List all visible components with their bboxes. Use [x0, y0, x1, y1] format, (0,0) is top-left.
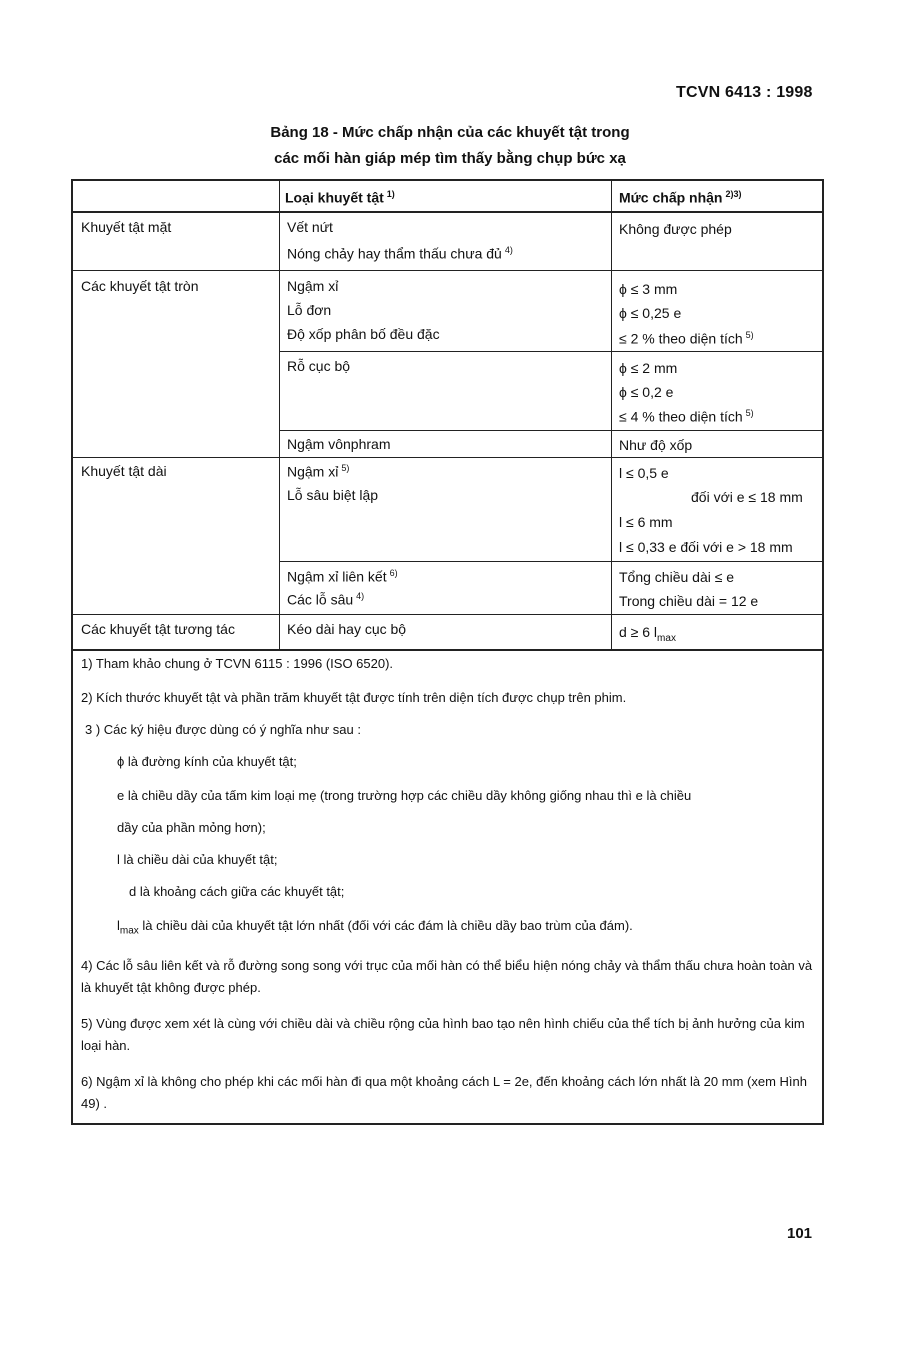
table-title-line-1: Bảng 18 - Mức chấp nhận của các khuyết tật trong — [270, 124, 630, 141]
type-deep-holes-note: 4) — [356, 591, 365, 601]
type-uniform-porosity: Độ xốp phân bố đều đặc — [287, 326, 440, 342]
type-single-pore: Lỗ đơn — [287, 302, 332, 318]
table-title-line-2: các mối hàn giáp mép tìm thấy bằng chụp bức xạ — [274, 150, 626, 167]
group-surface: Khuyết tật mặt — [81, 219, 172, 235]
level-d-6lmax — [619, 624, 676, 644]
level-pct4-note: 5) — [745, 408, 754, 418]
note-6: 6) Ngậm xỉ là không cho phép khi các mối hàn đi qua một khoảng cách L = 2e, đến khoảng cách lớn nhất là 20 mm (xem Hình 49) . — [81, 1074, 807, 1111]
note-3-lmax-symbol: l — [117, 918, 120, 933]
column-divider — [611, 181, 612, 649]
type-deep-holes-label: Các lỗ sâu — [287, 591, 354, 608]
note-3-d: d là khoảng cách giữa các khuyết tật; — [129, 884, 345, 899]
note-1: 1) Tham khảo chung ở TCVN 6115 : 1996 (ISO 6520). — [81, 656, 394, 671]
type-linked-slag-label: Ngậm xỉ liên kết — [287, 568, 387, 585]
note-3-lmax — [117, 915, 817, 943]
row-divider — [73, 270, 822, 271]
level-phi-025e: ϕ ≤ 0,25 e — [619, 305, 682, 321]
type-local-porosity: Rỗ cục bộ — [287, 358, 351, 374]
type-slag-long-note: 5) — [341, 463, 350, 473]
row-divider — [279, 430, 822, 431]
group-round: Các khuyết tật tròn — [81, 278, 199, 294]
page-number: 101 — [787, 1225, 813, 1242]
type-slag: Ngậm xỉ — [287, 278, 339, 294]
level-like-porosity: Như độ xốp — [619, 437, 693, 453]
type-crack: Vết nứt — [287, 219, 333, 235]
level-d-6lmax-label: d ≥ 6 l — [619, 624, 658, 640]
type-linked-slag — [287, 568, 398, 585]
column-divider — [279, 181, 280, 649]
header-acceptance-note: 2)3) — [725, 189, 742, 199]
type-linked-slag-note: 6) — [389, 568, 398, 578]
header-defect-type-note: 1) — [386, 189, 395, 199]
note-3-l: l là chiều dài của khuyết tật; — [117, 852, 278, 867]
note-2: 2) Kích thước khuyết tật và phần trăm khuyết tật được tính trên diện tích được chụp trên phim. — [81, 690, 627, 705]
level-pct4-label: ≤ 4 % theo diện tích — [619, 408, 743, 425]
level-pct2-label: ≤ 2 % theo diện tích — [619, 330, 743, 347]
type-tungsten: Ngậm vônphram — [287, 436, 391, 452]
level-phi-3mm: ϕ ≤ 3 mm — [619, 281, 678, 297]
note-3: 3 ) Các ký hiệu được dùng có ý nghĩa như sau : — [85, 722, 361, 737]
header-defect-type-label: Loại khuyết tật — [285, 189, 384, 206]
group-long: Khuyết tật dài — [81, 463, 167, 479]
note-3-lmax-text: là chiều dài của khuyết tật lớn nhất (đối với các đám là chiều dầy bao trùm của đám). — [138, 918, 633, 933]
note-3-e-cont: dầy của phần mỏng hơn); — [117, 820, 266, 835]
type-slag-long-label: Ngậm xỉ — [287, 463, 339, 480]
type-deep-holes — [287, 591, 364, 608]
row-divider — [73, 614, 822, 615]
level-l-6mm: l ≤ 6 mm — [619, 514, 673, 530]
type-slag-long — [287, 463, 349, 480]
note-3-e: e là chiều dầy của tấm kim loại mẹ (trong trường hợp các chiều dầy không giống nhau thì e là chiều — [117, 788, 692, 803]
note-5: 5) Vùng được xem xét là cùng với chiều dài và chiều rộng của hình bao tạo nên hình chiếu của thể tích bị ảnh hưởng của kim loại hàn. — [81, 1016, 805, 1053]
notes-divider — [73, 649, 822, 651]
level-for-e-18: đối với e ≤ 18 mm — [691, 489, 803, 505]
type-lack-fusion-note: 4) — [504, 245, 513, 255]
level-pct4 — [619, 408, 754, 425]
header-defect-type — [285, 189, 395, 206]
level-not-allowed: Không được phép — [619, 221, 732, 237]
row-divider — [279, 561, 822, 562]
type-lack-fusion — [287, 245, 513, 262]
level-d-6lmax-subscript: max — [657, 632, 676, 644]
header-divider — [73, 211, 822, 213]
level-phi-2mm: ϕ ≤ 2 mm — [619, 360, 678, 376]
level-total-length: Tổng chiều dài ≤ e — [619, 569, 735, 585]
note-4: 4) Các lỗ sâu liên kết và rỗ đường song song với trục của mối hàn có thể biểu hiện nóng chảy và thẩm thấu chưa hoàn toàn và là khuyết tật không được phép. — [81, 958, 813, 995]
level-l-05e: l ≤ 0,5 e — [619, 465, 669, 481]
group-interacting: Các khuyết tật tương tác — [81, 621, 235, 637]
level-phi-02e: ϕ ≤ 0,2 e — [619, 384, 674, 400]
header-acceptance — [619, 189, 742, 206]
table-title — [200, 120, 700, 172]
type-extended: Kéo dài hay cục bộ — [287, 621, 407, 637]
document-code: TCVN 6413 : 1998 — [676, 84, 813, 101]
note-3-lmax-subscript: max — [119, 925, 139, 937]
note-3-phi: ϕ là đường kính của khuyết tật; — [117, 754, 297, 769]
level-within-length: Trong chiều dài = 12 e — [619, 593, 759, 609]
level-l-033e: l ≤ 0,33 e đối với e > 18 mm — [619, 539, 793, 555]
acceptance-table — [71, 179, 824, 1125]
type-lack-fusion-label: Nóng chảy hay thẩm thấu chưa đủ — [287, 245, 502, 262]
row-divider — [73, 457, 822, 458]
row-divider — [279, 351, 822, 352]
level-pct2 — [619, 330, 754, 347]
level-pct2-note: 5) — [745, 330, 754, 340]
header-acceptance-label: Mức chấp nhận — [619, 189, 723, 206]
type-isolated-hole: Lỗ sâu biệt lập — [287, 487, 379, 503]
